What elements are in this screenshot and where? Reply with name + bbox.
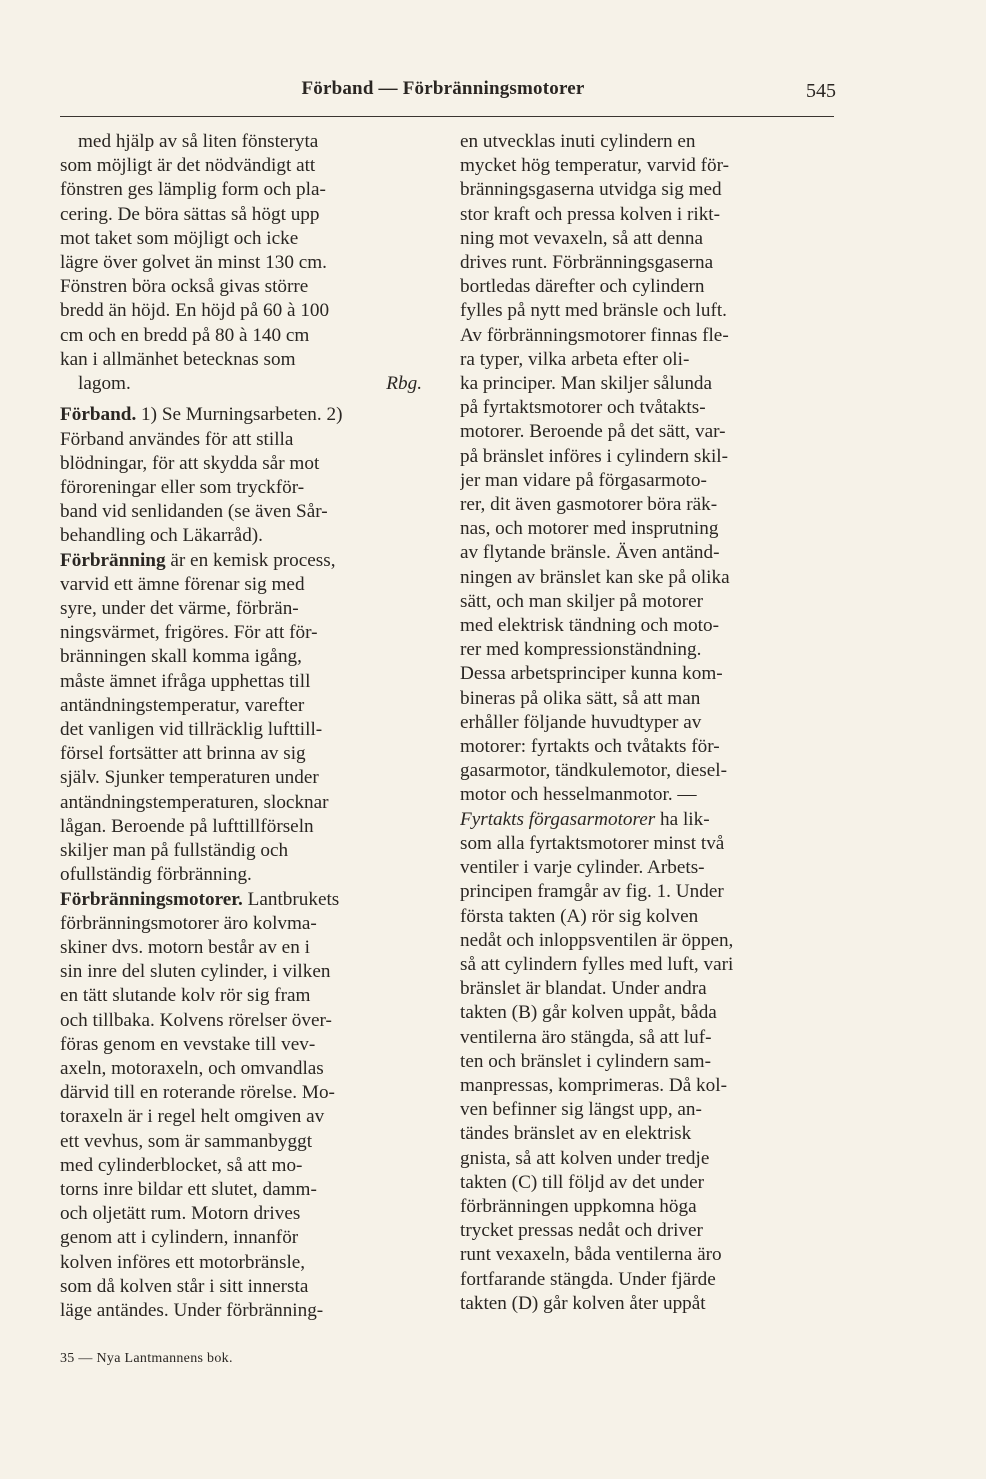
text-line: därvid till en roterande rörelse. Mo-	[60, 1082, 335, 1104]
text-line: Lantbrukets	[242, 888, 340, 910]
text-line: kan i allmänhet betecknas som	[60, 348, 296, 370]
text-line: så att cylindern fylles med luft, vari	[460, 953, 734, 975]
page-number: 545	[806, 80, 836, 102]
text-line: jer man vidare på förgasarmoto-	[460, 469, 707, 491]
text-line: av flytande bränsle. Även antänd-	[460, 542, 720, 564]
text-line: ven befinner sig längst upp, an-	[460, 1099, 702, 1121]
entry-forband	[60, 403, 422, 548]
text-line: ventilerna äro stängda, så att luf-	[460, 1026, 712, 1048]
text-line: som alla fyrtaktsmotorer minst två	[460, 832, 725, 854]
text-line: bredd än höjd. En höjd på 60 à 100	[60, 300, 330, 322]
text-line: ningsvärmet, frigöres. För att för-	[60, 622, 318, 644]
text-line: behandling och Läkarråd).	[60, 525, 263, 547]
entry-term: Förbränningsmotorer.	[60, 888, 243, 910]
text-line: fortfarande stängda. Under fjärde	[460, 1268, 716, 1290]
text-line: föras genom en vevstake till vev-	[60, 1033, 316, 1055]
text-line: principen framgår av fig. 1. Under	[460, 881, 724, 903]
text-line: drives runt. Förbränningsgaserna	[460, 252, 714, 274]
text-line: takten (D) går kolven åter uppåt	[460, 1292, 706, 1314]
text-line: ventiler i varje cylinder. Arbets-	[460, 857, 705, 879]
text-line: genom att i cylindern, innanför	[60, 1227, 299, 1249]
text-line: första takten (A) rör sig kolven	[460, 905, 699, 927]
text-line: 1) Se Murningsarbeten. 2)	[136, 404, 343, 426]
text-line: mot taket som möjligt och icke	[60, 227, 299, 249]
text-line: band vid senlidanden (se även Sår-	[60, 501, 328, 523]
text-line: ten och bränslet i cylindern sam-	[460, 1050, 711, 1072]
text-line: motor och hesselmanmotor. —	[460, 784, 697, 806]
text-line: gasarmotor, tändkulemotor, diesel-	[460, 760, 728, 782]
header-rule	[60, 116, 834, 117]
text-line: ra typer, vilka arbeta efter oli-	[460, 348, 690, 370]
text-line: stor kraft och pressa kolven i rikt-	[460, 203, 721, 225]
text-line: runt vexaxeln, båda ventilerna äro	[460, 1244, 722, 1266]
text-line: Fönstren böra också givas större	[60, 276, 309, 298]
text-line: antändningstemperatur, varefter	[60, 694, 305, 716]
text-line: ha lik-	[655, 808, 710, 830]
text-line: med cylinderblocket, så att mo-	[60, 1154, 303, 1176]
text-line: förbränningsmotorer äro kolvma-	[60, 912, 317, 934]
text-line: cering. De böra sättas så högt upp	[60, 203, 320, 225]
text-line: syre, under det värme, förbrän-	[60, 598, 299, 620]
continued-paragraph	[460, 130, 822, 808]
text-line: nas, och motorer med insprutning	[460, 518, 719, 540]
right-column	[460, 130, 822, 1316]
text-line: cm och en bredd på 80 à 140 cm	[60, 324, 310, 346]
text-line: manpressas, komprimeras. Då kol-	[460, 1074, 727, 1096]
text-line: varvid ett ämne förenar sig med	[60, 573, 305, 595]
text-line: bränslet är blandat. Under andra	[460, 978, 707, 1000]
text-line: är en kemisk process,	[165, 549, 336, 571]
running-header	[0, 78, 986, 108]
text-line: ett vevhus, som är sammanbyggt	[60, 1130, 313, 1152]
text-line: med elektrisk tändning och moto-	[460, 615, 719, 637]
text-line: blödningar, för att skydda sår mot	[60, 452, 320, 474]
text-line: sätt, och man skiljer på motorer	[460, 590, 703, 612]
italic-term: Fyrtakts förgasarmotorer	[460, 808, 656, 830]
text-line: lägre över golvet än minst 130 cm.	[60, 252, 327, 274]
text-line: måste ämnet ifråga upphettas till	[60, 670, 311, 692]
text-line: som möjligt är det nödvändigt att	[60, 155, 316, 177]
left-column	[60, 130, 422, 1323]
text-line: tändes bränslet av en elektrisk	[460, 1123, 692, 1145]
text-line: försel fortsätter att brinna av sig	[60, 743, 306, 765]
entry-forbranningsmotorer	[60, 888, 422, 1324]
entry-term: Förband.	[60, 404, 137, 426]
continued-paragraph-b	[460, 832, 822, 1316]
text-line: som då kolven står i sitt innersta	[60, 1275, 309, 1297]
text-line: axeln, motoraxeln, och omvandlas	[60, 1057, 324, 1079]
text-line: rer med kompressionständning.	[460, 639, 702, 661]
entry-forbranning	[60, 549, 422, 888]
entry-term: Förbränning	[60, 549, 166, 571]
text-line: fönstren ges lämplig form och pla-	[60, 179, 326, 201]
text-line: lagom.	[78, 373, 131, 395]
text-line: torns inre bildar ett slutet, damm-	[60, 1178, 317, 1200]
text-line: sin inre del sluten cylinder, i vilken	[60, 961, 331, 983]
text-line: antändningstemperaturen, slocknar	[60, 791, 329, 813]
text-line: på fyrtaktsmotorer och tvåtakts-	[460, 397, 706, 419]
text-line: bränningsgaserna utvidga sig med	[460, 179, 722, 201]
footer-signature: 35 — Nya Lantmannens bok.	[60, 1351, 233, 1366]
text-line: nedåt och inloppsventilen är öppen,	[460, 929, 734, 951]
text-line: på bränslet införes i cylindern skil-	[460, 445, 729, 467]
author-signature: Rbg.	[386, 373, 422, 395]
running-title: Förband — Förbränningsmotorer	[301, 78, 585, 99]
text-line: en utvecklas inuti cylindern en	[460, 131, 696, 152]
text-line: skiner dvs. motorn består av en i	[60, 936, 310, 958]
text-line: ningen av bränslet kan ske på olika	[460, 566, 730, 588]
text-line: toraxeln är i regel helt omgiven av	[60, 1106, 325, 1128]
text-line: bränningen skall komma igång,	[60, 646, 302, 668]
text-line: Förband användes för att stilla	[60, 428, 294, 450]
text-line: Av förbränningsmotorer finnas fle-	[460, 324, 729, 346]
text-line: förbränningen uppkomna höga	[460, 1195, 697, 1217]
text-line: lågan. Beroende på lufttillförseln	[60, 815, 314, 837]
text-line: föroreningar eller som tryckför-	[60, 477, 305, 499]
text-line: Dessa arbetsprinciper kunna kom-	[460, 663, 723, 685]
text-line: fylles på nytt med bränsle och luft.	[460, 300, 727, 322]
text-line: en tätt slutande kolv rör sig fram	[60, 985, 311, 1007]
text-line: ning mot vevaxeln, så att denna	[460, 227, 703, 249]
text-line: ka principer. Man skiljer sålunda	[460, 373, 713, 395]
text-line: och oljetätt rum. Motorn drives	[60, 1203, 301, 1225]
signature-line	[60, 372, 422, 403]
text-line: kolven införes ett motorbränsle,	[60, 1251, 306, 1273]
text-line: motorer: fyrtakts och tvåtakts för-	[460, 736, 720, 758]
text-line: med hjälp av så liten fönsteryta	[78, 131, 319, 152]
text-line: ofullständig förbränning.	[60, 864, 252, 886]
text-line: mycket hög temperatur, varvid för-	[460, 155, 729, 177]
text-line: bineras på olika sätt, så att man	[460, 687, 701, 709]
text-line: takten (C) till följd av det under	[460, 1171, 705, 1193]
text-line: motorer. Beroende på det sätt, var-	[460, 421, 726, 443]
text-line: trycket pressas nedåt och driver	[460, 1220, 703, 1242]
text-line: själv. Sjunker temperaturen under	[60, 767, 319, 789]
text-line: det vanligen vid tillräcklig lufttill-	[60, 719, 323, 741]
text-line: erhåller följande huvudtyper av	[460, 711, 702, 733]
text-line: läge antändes. Under förbränning-	[60, 1299, 324, 1321]
text-line: rer, dit även gasmotorer böra räk-	[460, 494, 718, 516]
text-line: bortledas därefter och cylindern	[460, 276, 705, 298]
text-line: skiljer man på fullständig och	[60, 840, 289, 862]
text-line: gnista, så att kolven under tredje	[460, 1147, 710, 1169]
window-text-paragraph	[60, 130, 422, 372]
text-line: takten (B) går kolven uppåt, båda	[460, 1002, 717, 1024]
text-line: och tillbaka. Kolvens rörelser över-	[60, 1009, 332, 1031]
italic-term-line	[460, 808, 822, 832]
